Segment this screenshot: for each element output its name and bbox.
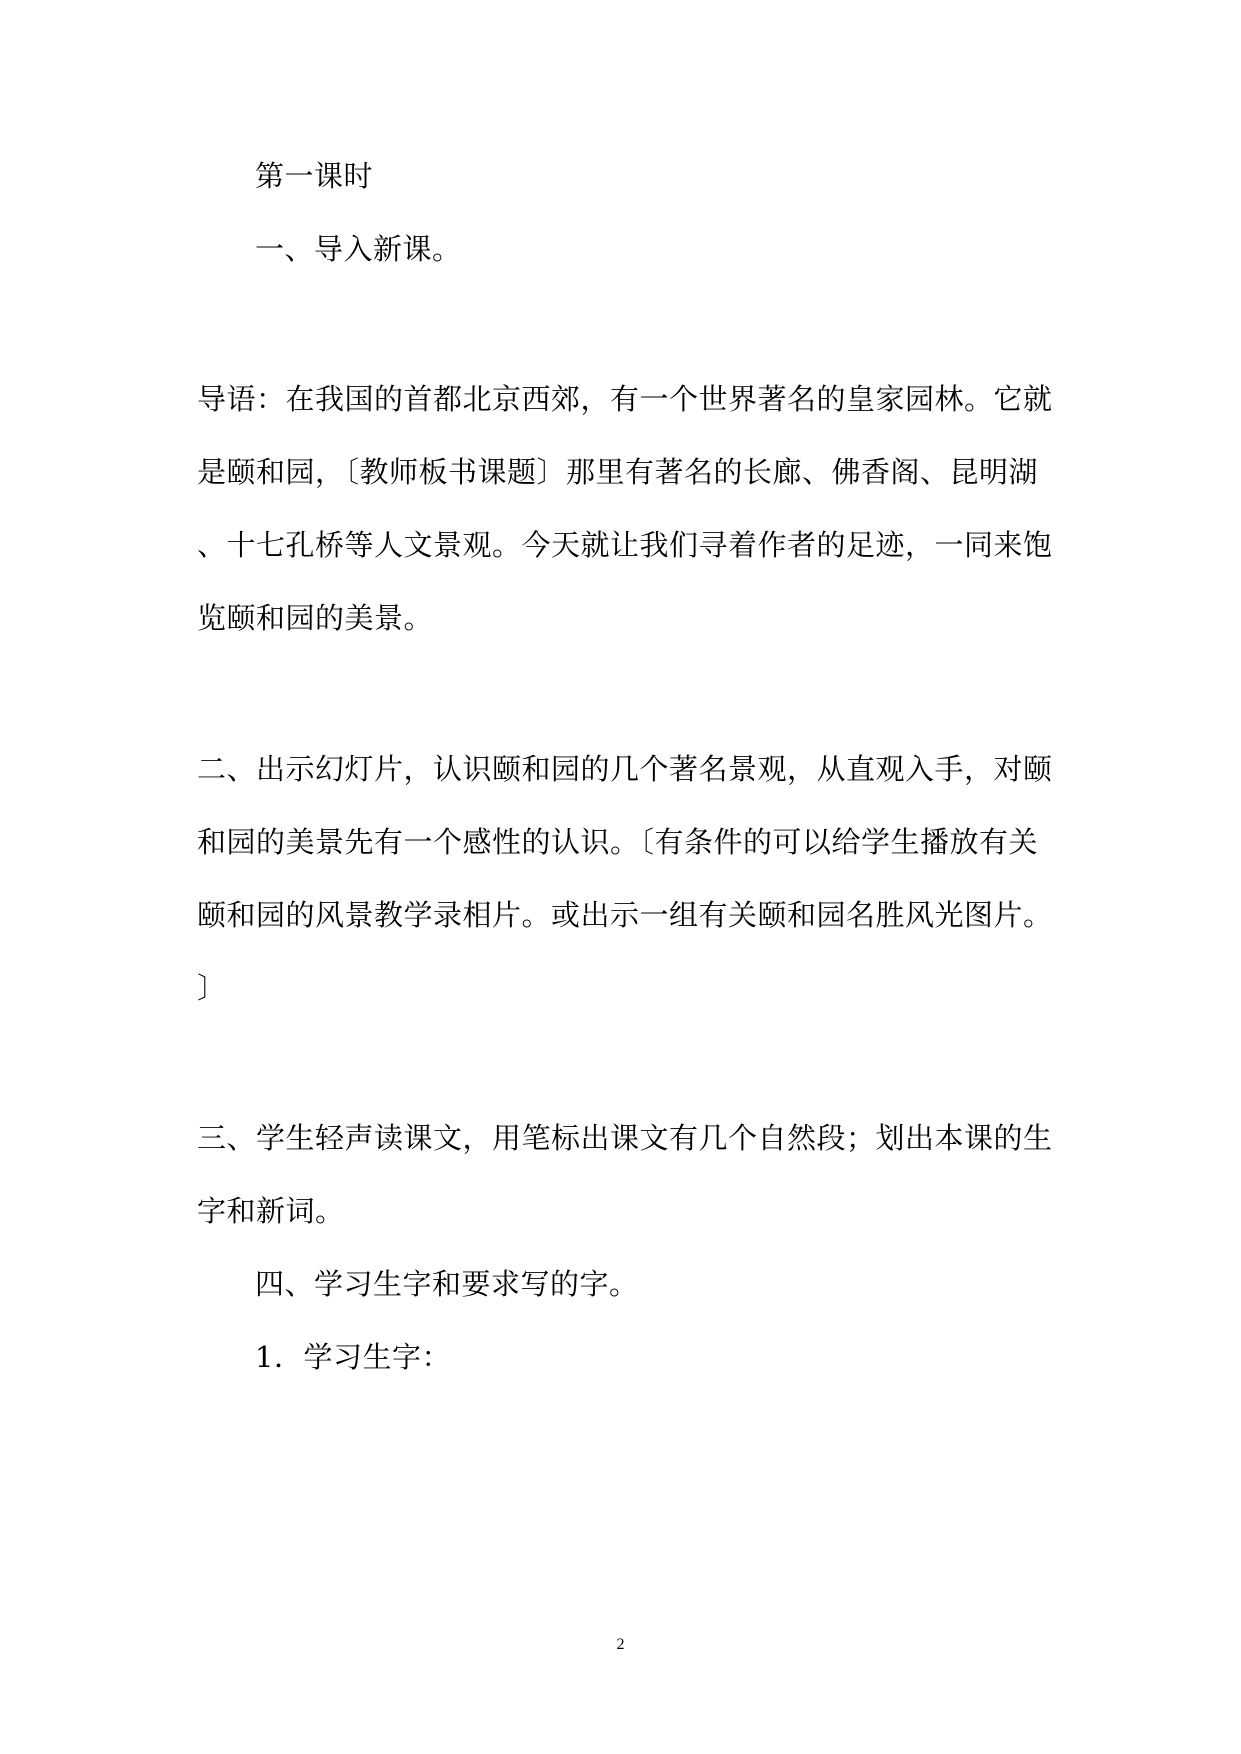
page-number: 2 xyxy=(616,1636,625,1653)
section-3-line-1: 三、学生轻声读课文，用笔标出课文有几个自然段；划出本课的生 xyxy=(197,1121,1053,1155)
intro-line-4: 览颐和园的美景。 xyxy=(197,601,434,635)
section-2-line-2: 和园的美景先有一个感性的认识。〔有条件的可以给学生播放有关 xyxy=(197,825,1039,859)
section-3-line-2: 字和新词。 xyxy=(197,1194,345,1228)
lesson-heading: 第一课时 xyxy=(255,159,374,193)
intro-line-2: 是颐和园，〔教师板书课题〕那里有著名的长廊、佛香阁、昆明湖 xyxy=(197,455,1039,489)
list-item-1: 1．学习生字： xyxy=(255,1340,451,1374)
intro-line-1: 导语：在我国的首都北京西郊，有一个世界著名的皇家园林。它就 xyxy=(197,382,1053,416)
section-2-line-1: 二、出示幻灯片，认识颐和园的几个著名景观，从直观入手，对颐 xyxy=(197,752,1053,786)
section-4-title: 四、学习生字和要求写的字。 xyxy=(255,1267,639,1301)
intro-line-3: 、十七孔桥等人文景观。今天就让我们寻着作者的足迹，一同来饱 xyxy=(197,528,1053,562)
section-1-title: 一、导入新课。 xyxy=(255,232,462,266)
section-2-line-4: 〕 xyxy=(197,971,227,1005)
section-2-line-3: 颐和园的风景教学录相片。或出示一组有关颐和园名胜风光图片。 xyxy=(197,898,1053,932)
